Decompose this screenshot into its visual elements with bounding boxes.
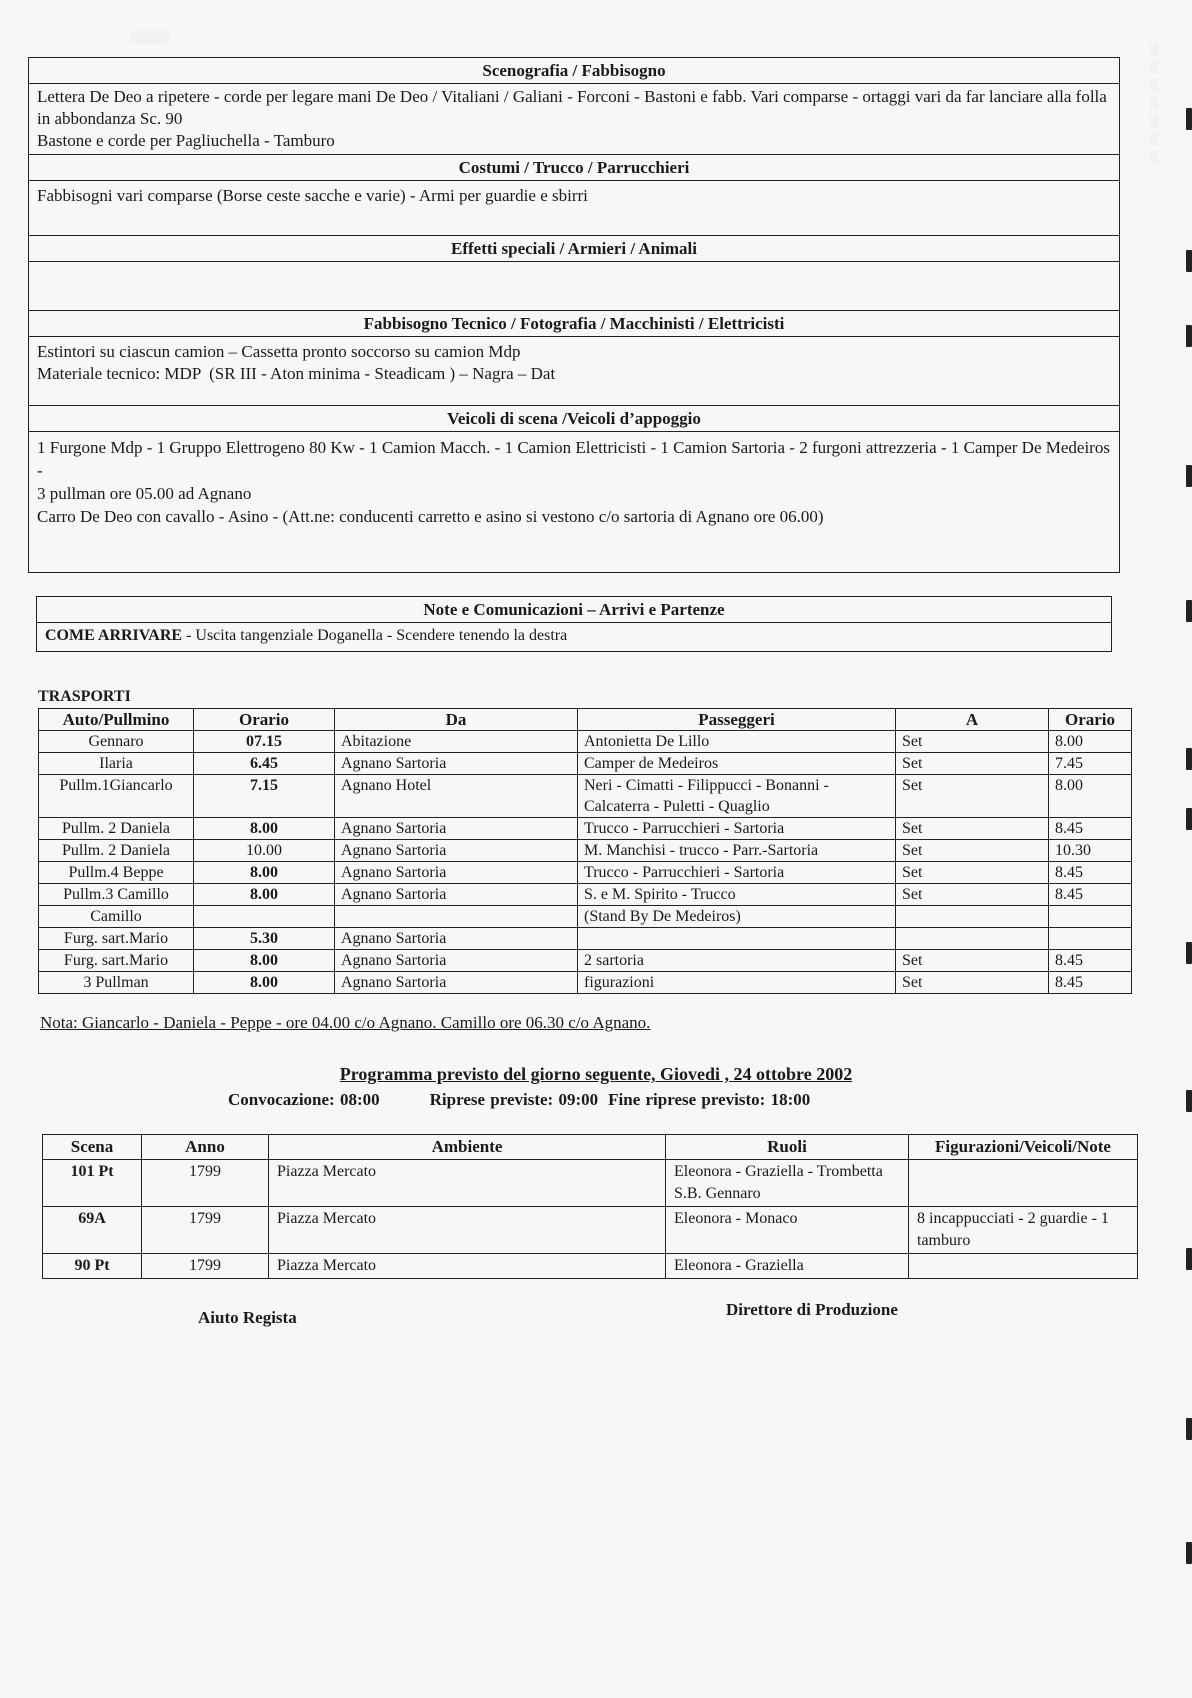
extras-cell: 8 incappucciati - 2 guardie - 1 tamburo (909, 1207, 1138, 1254)
from-cell (335, 906, 578, 928)
section-line: 3 pullman ore 05.00 ad Agnano (37, 484, 252, 503)
section-effetti (29, 235, 1119, 310)
extras-cell (909, 1254, 1138, 1279)
transport-row (39, 906, 1132, 928)
passengers-cell: Antonietta De Lillo (578, 731, 896, 753)
departure-time-cell: 8.00 (194, 818, 335, 840)
departure-time-cell: 8.00 (194, 884, 335, 906)
signature-production-director: Direttore di Produzione (726, 1300, 898, 1319)
from-cell: Agnano Sartoria (335, 818, 578, 840)
vehicle-cell: Furg. sart.Mario (39, 950, 194, 972)
destination-cell: Set (896, 862, 1049, 884)
transport-row (39, 840, 1132, 862)
departure-time-cell: 6.45 (194, 753, 335, 775)
transport-row (39, 950, 1132, 972)
year-cell: 1799 (142, 1207, 269, 1254)
departure-time-cell: 8.00 (194, 950, 335, 972)
scene-cell: 101 Pt (43, 1160, 142, 1207)
scenes-header-row (43, 1135, 1138, 1160)
transport-row (39, 731, 1132, 753)
arrival-time-cell: 8.45 (1049, 972, 1132, 994)
destination-cell: Set (896, 753, 1049, 775)
departure-time-cell: 8.00 (194, 972, 335, 994)
col-header: A (896, 709, 1049, 731)
destination-cell (896, 906, 1049, 928)
year-cell: 1799 (142, 1254, 269, 1279)
scenes-table (42, 1134, 1138, 1279)
section-veicoli (29, 405, 1119, 530)
scene-cell: 69A (43, 1207, 142, 1254)
col-header: Ambiente (269, 1135, 666, 1160)
departure-time-cell: 5.30 (194, 928, 335, 950)
col-header: Anno (142, 1135, 269, 1160)
arrival-time-cell: 8.00 (1049, 731, 1132, 753)
scene-cell: 90 Pt (43, 1254, 142, 1279)
programme-times (228, 1090, 860, 1110)
departure-time-cell: 10.00 (194, 840, 335, 862)
col-header: Auto/Pullmino (39, 709, 194, 731)
from-cell: Agnano Sartoria (335, 928, 578, 950)
passengers-cell: Camper de Medeiros (578, 753, 896, 775)
arrival-time-cell: 8.45 (1049, 862, 1132, 884)
arrival-time-cell: 8.00 (1049, 775, 1132, 818)
from-cell: Agnano Sartoria (335, 753, 578, 775)
scene-row (43, 1254, 1138, 1279)
arrival-time-cell: 8.45 (1049, 884, 1132, 906)
destination-cell (896, 928, 1049, 950)
vehicle-cell: 3 Pullman (39, 972, 194, 994)
passengers-cell (578, 928, 896, 950)
col-header: Da (335, 709, 578, 731)
passengers-cell: S. e M. Spirito - Trucco (578, 884, 896, 906)
production-needs-panel (28, 57, 1120, 573)
section-line: Fabbisogni vari comparse (Borse ceste sacche e varie) - Armi per guardie e sbirri (37, 186, 588, 205)
transport-row (39, 818, 1132, 840)
section-line: Estintori su ciascun camion – Cassetta pronto soccorso su camion Mdp (37, 342, 521, 361)
section-title: Scenografia / Fabbisogno (29, 58, 1119, 84)
from-cell: Agnano Sartoria (335, 950, 578, 972)
destination-cell: Set (896, 972, 1049, 994)
col-header: Figurazioni/Veicoli/Note (909, 1135, 1138, 1160)
transport-row (39, 928, 1132, 950)
scene-row (43, 1207, 1138, 1254)
section-title: Veicoli di scena /Veicoli d’appoggio (29, 406, 1119, 432)
vehicle-cell: Pullm. 2 Daniela (39, 818, 194, 840)
call-time: Convocazione: 08:00 (228, 1090, 380, 1109)
vehicle-cell: Pullm.3 Camillo (39, 884, 194, 906)
destination-cell: Set (896, 950, 1049, 972)
arrival-directions: - Uscita tangenziale Doganella - Scendere tenendo la destra (182, 627, 568, 644)
section-line: Materiale tecnico: MDP (SR III - Aton minima - Steadicam ) – Nagra – Dat (37, 364, 556, 383)
arrival-time-cell: 8.45 (1049, 950, 1132, 972)
departure-time-cell: 8.00 (194, 862, 335, 884)
arrival-time-cell: 8.45 (1049, 818, 1132, 840)
passengers-cell: Trucco - Parrucchieri - Sartoria (578, 818, 896, 840)
vehicle-cell: Gennaro (39, 731, 194, 753)
arrival-time-cell (1049, 928, 1132, 950)
passengers-cell: (Stand By De Medeiros) (578, 906, 896, 928)
from-cell: Abitazione (335, 731, 578, 753)
transport-table (38, 708, 1132, 994)
arrival-time-cell: 10.30 (1049, 840, 1132, 862)
passengers-cell: 2 sartoria (578, 950, 896, 972)
section-tecnico (29, 310, 1119, 405)
vehicle-cell: Ilaria (39, 753, 194, 775)
location-cell: Piazza Mercato (269, 1160, 666, 1207)
passengers-cell: M. Manchisi - trucco - Parr.-Sartoria (578, 840, 896, 862)
vehicle-cell: Furg. sart.Mario (39, 928, 194, 950)
transport-row (39, 862, 1132, 884)
from-cell: Agnano Sartoria (335, 862, 578, 884)
transport-row (39, 972, 1132, 994)
from-cell: Agnano Sartoria (335, 840, 578, 862)
departure-time-cell: 07.15 (194, 731, 335, 753)
section-title: Fabbisogno Tecnico / Fotografia / Macchinisti / Elettricisti (29, 311, 1119, 337)
destination-cell: Set (896, 775, 1049, 818)
transport-row (39, 775, 1132, 818)
destination-cell: Set (896, 840, 1049, 862)
destination-cell: Set (896, 731, 1049, 753)
section-title: Note e Comunicazioni – Arrivi e Partenze (37, 597, 1111, 623)
col-header: Orario (194, 709, 335, 731)
passengers-cell: figurazioni (578, 972, 896, 994)
vehicle-cell: Camillo (39, 906, 194, 928)
location-cell: Piazza Mercato (269, 1254, 666, 1279)
section-note (36, 596, 1112, 652)
arrival-label: COME ARRIVARE (45, 627, 183, 644)
col-header: Ruoli (666, 1135, 909, 1160)
transport-header-row (39, 709, 1132, 731)
arrival-time-cell: 7.45 (1049, 753, 1132, 775)
passengers-cell: Neri - Cimatti - Filippucci - Bonanni - Calcaterra - Puletti - Quaglio (578, 775, 896, 818)
roles-cell: Eleonora - Graziella - Trombetta S.B. Gennaro (666, 1160, 909, 1207)
vehicle-cell: Pullm. 2 Daniela (39, 840, 194, 862)
section-line: Carro De Deo con cavallo - Asino - (Att.ne: conducenti carretto e asino si vestono c/o sartoria di Agnano ore 06.00) (37, 507, 824, 526)
location-cell: Piazza Mercato (269, 1207, 666, 1254)
transport-row (39, 884, 1132, 906)
section-title: Effetti speciali / Armieri / Animali (29, 236, 1119, 262)
roles-cell: Eleonora - Graziella (666, 1254, 909, 1279)
transport-note: Nota: Giancarlo - Daniela - Peppe - ore 04.00 c/o Agnano. Camillo ore 06.30 c/o Agnano. (40, 1013, 651, 1032)
from-cell: Agnano Sartoria (335, 884, 578, 906)
destination-cell: Set (896, 818, 1049, 840)
arrival-time-cell (1049, 906, 1132, 928)
section-line (45, 625, 1103, 647)
from-cell: Agnano Hotel (335, 775, 578, 818)
destination-cell: Set (896, 884, 1049, 906)
transport-row (39, 753, 1132, 775)
from-cell: Agnano Sartoria (335, 972, 578, 994)
departure-time-cell: 7.15 (194, 775, 335, 818)
programme-title: Programma previsto del giorno seguente, Giovedi , 24 ottobre 2002 (339, 1064, 853, 1084)
transport-label: TRASPORTI (38, 688, 131, 705)
scene-row (43, 1160, 1138, 1207)
passengers-cell: Trucco - Parrucchieri - Sartoria (578, 862, 896, 884)
section-costumi (29, 154, 1119, 235)
section-line: Bastone e corde per Pagliuchella - Tamburo (37, 131, 335, 150)
roles-cell: Eleonora - Monaco (666, 1207, 909, 1254)
departure-time-cell (194, 906, 335, 928)
col-header: Passeggeri (578, 709, 896, 731)
col-header: Scena (43, 1135, 142, 1160)
year-cell: 1799 (142, 1160, 269, 1207)
section-line: 1 Furgone Mdp - 1 Gruppo Elettrogeno 80 Kw - 1 Camion Macch. - 1 Camion Elettricisti - 1 Camion Sartoria - 2 furgoni attrezzeria - 1 Camper De Medeiros - (37, 438, 1115, 480)
section-line: Lettera De Deo a ripetere - corde per legare mani De Deo / Vitaliani / Galiani - Forconi - Bastoni e fabb. Vari comparse - ortaggi vari da far lanciare alla folla in abbondanza Sc. 90 (37, 87, 1112, 128)
vehicle-cell: Pullm.1Giancarlo (39, 775, 194, 818)
section-title: Costumi / Trucco / Parrucchieri (29, 155, 1119, 181)
signature-assistant-director: Aiuto Regista (198, 1308, 297, 1327)
shoot-end: Fine riprese previsto: 18:00 (608, 1090, 811, 1109)
vehicle-cell: Pullm.4 Beppe (39, 862, 194, 884)
extras-cell (909, 1160, 1138, 1207)
col-header: Orario (1049, 709, 1132, 731)
shoot-start: Riprese previste: 09:00 (429, 1090, 599, 1109)
section-scenografia (29, 58, 1119, 154)
